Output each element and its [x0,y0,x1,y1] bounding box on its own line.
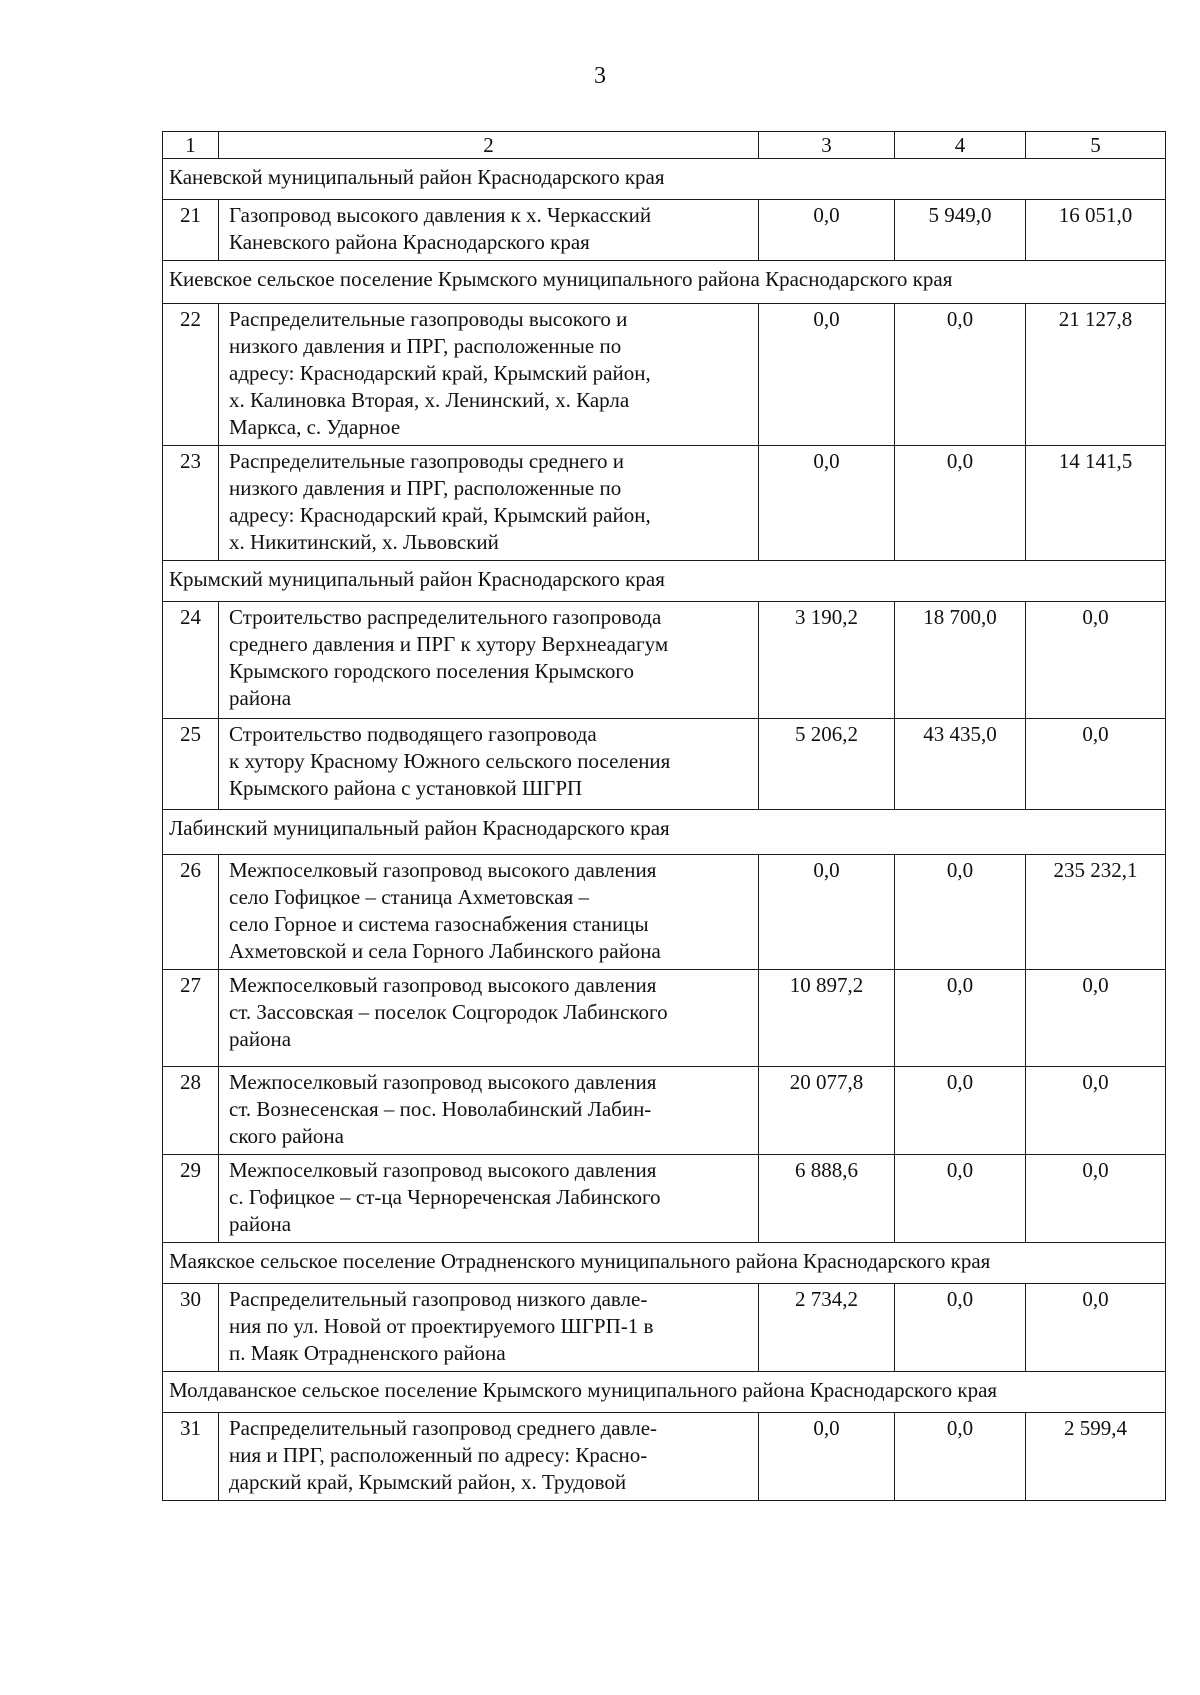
description-line: Распределительный газопровод среднего давле- [229,1416,658,1440]
table-row [163,446,1166,561]
description-line: Строительство распределительного газопровода [229,605,662,629]
description-line: п. Маяк Отрадненского района [229,1341,506,1365]
description-line: ст. Зассовская – поселок Соцгородок Лабинского [229,1000,668,1024]
object-description [219,1284,759,1372]
value-col-3: 3 190,2 [759,602,895,719]
value-col-5: 0,0 [1026,970,1166,1067]
table-row [163,719,1166,810]
description-line: района [229,1027,292,1051]
value-col-4: 0,0 [895,446,1026,561]
row-number: 31 [163,1413,219,1501]
table-row [163,1155,1166,1243]
value-col-4: 18 700,0 [895,602,1026,719]
value-col-4: 0,0 [895,1155,1026,1243]
value-col-3: 2 734,2 [759,1284,895,1372]
value-col-5: 0,0 [1026,1284,1166,1372]
description-line: адресу: Краснодарский край, Крымский район, [229,503,651,527]
value-col-5: 0,0 [1026,719,1166,810]
data-table [162,131,1166,1501]
description-line: Крымского городского поселения Крымского [229,659,634,683]
description-line: село Горное и система газоснабжения станицы [229,912,649,936]
value-col-4: 0,0 [895,970,1026,1067]
description-line: района [229,1212,292,1236]
description-line: Распределительные газопроводы среднего и [229,449,625,473]
value-col-3: 0,0 [759,446,895,561]
value-col-4: 0,0 [895,1067,1026,1155]
section-header-row [163,561,1166,602]
description-line: Ахметовской и села Горного Лабинского района [229,939,661,963]
table-row [163,200,1166,261]
section-title: Молдаванское сельское поселение Крымского муниципального района Краснодарского края [163,1372,1166,1413]
description-line: х. Калиновка Вторая, х. Ленинский, х. Карла [229,388,630,412]
description-line: Межпоселковый газопровод высокого давления [229,1070,657,1094]
table-row [163,1067,1166,1155]
table-row [163,1413,1166,1501]
value-col-5: 0,0 [1026,1155,1166,1243]
description-line: адресу: Краснодарский край, Крымский район, [229,361,651,385]
table-row [163,970,1166,1067]
description-line: Межпоселковый газопровод высокого давления [229,973,657,997]
row-number: 23 [163,446,219,561]
section-title: Маякское сельское поселение Отрадненского муниципального района Краснодарского края [163,1243,1166,1284]
table-row [163,1284,1166,1372]
section-header-row [163,159,1166,200]
value-col-5: 14 141,5 [1026,446,1166,561]
row-number: 27 [163,970,219,1067]
description-line: к хутору Красному Южного сельского поселения [229,749,671,773]
description-line: Крымского района с установкой ШГРП [229,776,583,800]
description-line: низкого давления и ПРГ, расположенные по [229,476,622,500]
value-col-4: 5 949,0 [895,200,1026,261]
description-line: село Гофицкое – станица Ахметовская – [229,885,589,909]
value-col-3: 10 897,2 [759,970,895,1067]
description-line: Межпоселковый газопровод высокого давления [229,1158,657,1182]
value-col-3: 0,0 [759,1413,895,1501]
table-row [163,602,1166,719]
row-number: 28 [163,1067,219,1155]
value-col-3: 5 206,2 [759,719,895,810]
object-description [219,304,759,446]
value-col-5: 0,0 [1026,1067,1166,1155]
row-number: 30 [163,1284,219,1372]
description-line: Строительство подводящего газопровода [229,722,597,746]
value-col-5: 2 599,4 [1026,1413,1166,1501]
description-line: ского района [229,1124,344,1148]
description-line: Каневского района Краснодарского края [229,230,590,254]
object-description [219,970,759,1067]
object-description [219,719,759,810]
row-number: 25 [163,719,219,810]
row-number: 24 [163,602,219,719]
description-line: ст. Вознесенская – пос. Новолабинский Лабин- [229,1097,652,1121]
description-line: Распределительный газопровод низкого давле- [229,1287,648,1311]
value-col-3: 0,0 [759,855,895,970]
object-description [219,1067,759,1155]
value-col-4: 0,0 [895,1284,1026,1372]
section-header-row [163,261,1166,304]
value-col-4: 0,0 [895,1413,1026,1501]
description-line: ния по ул. Новой от проектируемого ШГРП-1 в [229,1314,654,1338]
page-number: 3 [594,63,606,89]
value-col-5: 21 127,8 [1026,304,1166,446]
description-line: дарский край, Крымский район, х. Трудовой [229,1470,627,1494]
description-line: низкого давления и ПРГ, расположенные по [229,334,622,358]
description-line: ния и ПРГ, расположенный по адресу: Красно- [229,1443,648,1467]
column-number: 5 [1026,132,1166,159]
section-header-row [163,1243,1166,1284]
description-line: Распределительные газопроводы высокого и [229,307,628,331]
column-number: 1 [163,132,219,159]
value-col-5: 0,0 [1026,602,1166,719]
value-col-3: 6 888,6 [759,1155,895,1243]
section-title: Каневской муниципальный район Краснодарского края [163,159,1166,200]
column-number: 3 [759,132,895,159]
value-col-3: 20 077,8 [759,1067,895,1155]
row-number: 22 [163,304,219,446]
table-row [163,855,1166,970]
section-header-row [163,810,1166,855]
column-number: 2 [219,132,759,159]
description-line: среднего давления и ПРГ к хутору Верхнеадагум [229,632,669,656]
object-description [219,1155,759,1243]
object-description [219,446,759,561]
section-header-row [163,1372,1166,1413]
value-col-4: 0,0 [895,855,1026,970]
description-line: района [229,686,292,710]
object-description [219,855,759,970]
object-description [219,200,759,261]
description-line: Межпоселковый газопровод высокого давления [229,858,657,882]
value-col-5: 16 051,0 [1026,200,1166,261]
row-number: 29 [163,1155,219,1243]
section-title: Киевское сельское поселение Крымского муниципального района Краснодарского края [163,261,1166,304]
object-description [219,1413,759,1501]
table-row [163,304,1166,446]
value-col-3: 0,0 [759,200,895,261]
table-body [163,132,1166,1501]
object-description [219,602,759,719]
description-line: Маркса, с. Ударное [229,415,401,439]
value-col-3: 0,0 [759,304,895,446]
section-title: Крымский муниципальный район Краснодарского края [163,561,1166,602]
column-number-row [163,132,1166,159]
column-number: 4 [895,132,1026,159]
section-title: Лабинский муниципальный район Краснодарского края [163,810,1166,855]
row-number: 26 [163,855,219,970]
value-col-4: 43 435,0 [895,719,1026,810]
value-col-5: 235 232,1 [1026,855,1166,970]
row-number: 21 [163,200,219,261]
value-col-4: 0,0 [895,304,1026,446]
description-line: Газопровод высокого давления к х. Черкасский [229,203,652,227]
description-line: с. Гофицкое – ст-ца Чернореченская Лабинского [229,1185,661,1209]
description-line: х. Никитинский, х. Львовский [229,530,499,554]
